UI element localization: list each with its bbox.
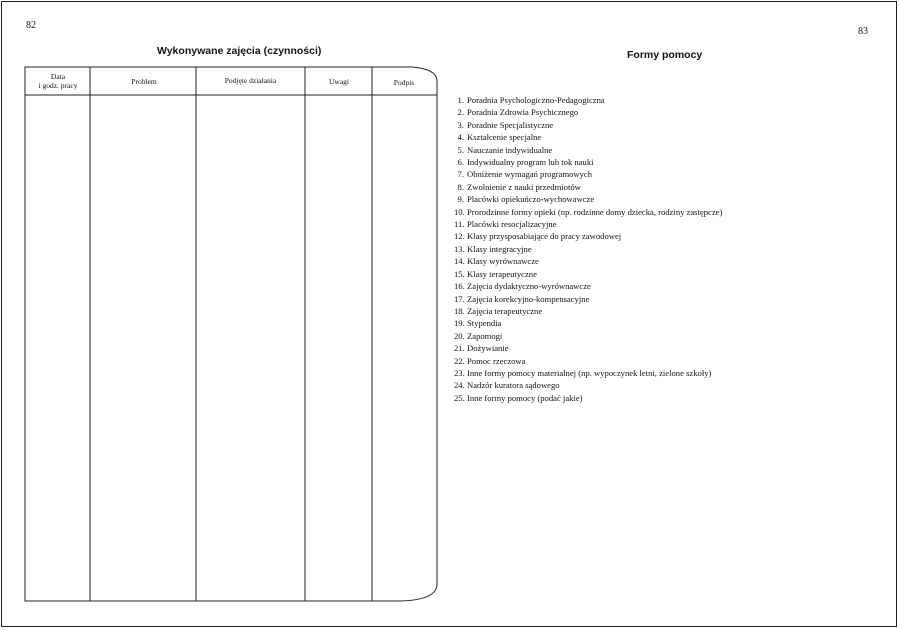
help-form-item-number: 1. (457, 95, 464, 105)
column-header-notes: Uwagi (329, 77, 349, 86)
help-form-item (454, 392, 722, 404)
help-form-item-text: Kształcenie specjalne (467, 132, 542, 143)
activities-title: Wykonywane zajęcia (czynności) (157, 45, 322, 57)
help-forms-list (454, 94, 722, 404)
help-form-item-number: 8. (457, 181, 464, 192)
help-form-item-number: 22. (454, 355, 465, 366)
help-form-item (454, 168, 722, 180)
help-form-item-text: Inne formy pomocy (podać jakie) (467, 392, 583, 403)
help-form-item (454, 144, 722, 156)
help-form-item-text: Klasy terapeutyczne (467, 268, 537, 279)
help-form-item-number: 6. (457, 157, 464, 168)
help-form-item-text: Klasy wyrównawcze (467, 256, 539, 267)
help-form-item-text: Obniżenie wymagań programowych (467, 169, 593, 180)
help-form-item (454, 342, 722, 354)
help-form-item-text: Pomoc rzeczowa (467, 355, 526, 366)
help-form-item-text: Zajęcia korekcyjno-kompensacyjne (467, 293, 590, 304)
help-forms-title: Formy pomocy (627, 49, 703, 61)
help-form-item (454, 230, 722, 242)
page-number-left: 82 (26, 20, 36, 31)
help-form-item-number: 20. (454, 330, 465, 341)
help-form-item-text: Nauczanie indywidualne (467, 144, 553, 155)
help-form-item-number: 25. (454, 392, 465, 403)
help-form-item-number: 13. (454, 243, 465, 254)
help-form-item (454, 119, 722, 131)
help-form-item-text: Zapomogi (467, 330, 503, 341)
column-header-signature: Podpis (393, 78, 415, 87)
column-header-date-line2: i godz. pracy (38, 81, 78, 90)
help-form-item-text: Stypendia (467, 318, 502, 329)
help-form-item (454, 218, 722, 230)
help-form-item-text: Poradnie Specjalistyczne (467, 119, 554, 130)
help-form-item-text: Klasy integracyjne (467, 243, 532, 254)
help-form-item-text: Zwolnienie z nauki przedmiotów (467, 181, 581, 192)
help-form-item-text: Inne formy pomocy materialnej (np. wypoczynek letni, zielone szkoły) (467, 367, 712, 378)
help-form-item-number: 2. (457, 107, 464, 118)
help-form-item-number: 7. (457, 169, 464, 180)
help-form-item (454, 317, 722, 329)
help-form-item (454, 268, 722, 280)
help-form-item (454, 206, 722, 218)
help-form-item-number: 12. (454, 231, 465, 242)
page-number-right: 83 (858, 26, 868, 37)
help-form-item-number: 11. (454, 219, 465, 230)
help-form-item-number: 16. (454, 281, 465, 292)
help-form-item-text: Placówki opiekuńczo-wychowawcze (467, 194, 595, 205)
help-form-item-number: 21. (454, 343, 465, 354)
help-form-item-text: Zajęcia dydaktyczno-wyrównawcze (467, 281, 591, 292)
help-form-item-number: 19. (454, 318, 465, 329)
help-form-item (454, 305, 722, 317)
help-form-item-number: 5. (457, 144, 464, 155)
help-form-item (454, 131, 722, 143)
column-header-problem: Problem (131, 77, 157, 86)
help-form-item-number: 3. (457, 119, 464, 130)
help-form-item-number: 17. (454, 293, 465, 304)
help-form-item-text: Dożywianie (467, 343, 509, 354)
help-form-item-text: Nadzór kuratora sądowego (467, 380, 560, 391)
help-form-item-text: Poradnia Zdrowia Psychicznego (467, 107, 579, 118)
help-form-item (454, 255, 722, 267)
help-form-item-number: 10. (454, 206, 465, 217)
help-form-item-text: Zajęcia terapeutyczne (467, 305, 543, 316)
help-form-item (454, 181, 722, 193)
column-header-date-line1: Data (50, 72, 66, 81)
help-form-item-number: 9. (457, 194, 464, 205)
help-form-item (454, 355, 722, 367)
help-form-item (454, 330, 722, 342)
help-form-item-number: 14. (454, 256, 465, 267)
help-form-item-text: Klasy przysposabiające do pracy zawodowej (467, 231, 622, 242)
help-form-item (454, 243, 722, 255)
help-form-item (454, 293, 722, 305)
help-form-item-number: 24. (454, 380, 465, 391)
help-form-item-text: Placówki resocjalizacyjne (467, 219, 557, 230)
help-form-item (454, 379, 722, 391)
help-form-item (454, 280, 722, 292)
help-form-item (454, 94, 722, 106)
help-form-item-number: 15. (454, 268, 465, 279)
column-header-date (28, 72, 88, 90)
help-form-item-text: Prorodzinne formy opieki (np. rodzinne domy dziecka, rodziny zastępcze) (467, 206, 723, 217)
help-form-item-number: 23. (454, 367, 465, 378)
help-form-item (454, 193, 722, 205)
help-form-item-number: 18. (454, 305, 465, 316)
help-form-item-text: Indywidualny program lub tok nauki (467, 157, 594, 168)
column-header-actions: Podjęte działania (224, 76, 277, 85)
help-form-item (454, 156, 722, 168)
help-form-item (454, 367, 722, 379)
help-form-item-text: Poradnia Psychologiczno-Pedagogiczna (467, 95, 605, 105)
help-form-item-number: 4. (457, 132, 464, 143)
help-form-item (454, 106, 722, 118)
